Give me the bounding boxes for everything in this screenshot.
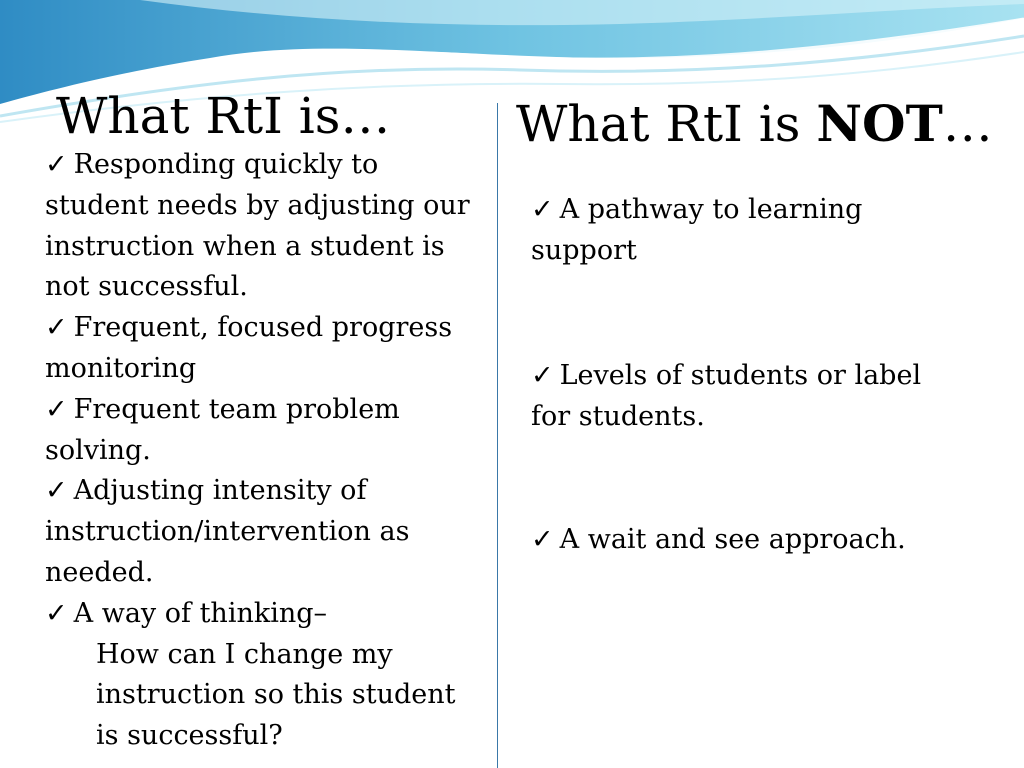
left-column-title: What RtI is… — [56, 87, 391, 145]
list-item — [45, 308, 485, 390]
list-item — [45, 390, 485, 472]
list-item-text: A pathway to learning support — [531, 194, 863, 266]
list-item-text: A wait and see approach. — [559, 524, 906, 555]
right-title-suffix: … — [942, 95, 993, 153]
checkmark-icon: ✓ — [45, 149, 68, 180]
checkmark-icon: ✓ — [531, 360, 554, 391]
checkmark-icon: ✓ — [531, 194, 554, 225]
checkmark-icon: ✓ — [45, 597, 68, 629]
list-item-text: Frequent, focused progress monitoring — [45, 312, 453, 384]
list-item-text: Responding quickly to student needs by adjusting our instruction when a student is not successful. — [45, 149, 470, 303]
list-item — [45, 471, 485, 593]
list-item-text: Frequent team problem solving. — [45, 393, 400, 466]
list-item-text: Levels of students or label for students. — [531, 360, 922, 432]
list-item — [45, 594, 485, 635]
list-item-text: A way of thinking– — [73, 597, 328, 629]
right-column-title — [516, 96, 993, 152]
right-title-prefix: What RtI is — [516, 95, 817, 153]
right-list-item — [531, 190, 961, 272]
checkmark-icon: ✓ — [531, 524, 554, 555]
list-item — [45, 145, 485, 308]
list-item-text: Adjusting intensity of instruction/intervention as needed. — [45, 475, 410, 588]
column-divider — [497, 103, 498, 768]
right-list-item — [531, 520, 961, 561]
checkmark-icon: ✓ — [45, 393, 68, 425]
right-list-item — [531, 356, 961, 438]
list-item-continuation: How can I change my instruction so this student is successful? — [96, 638, 456, 752]
checkmark-icon: ✓ — [45, 475, 68, 507]
checkmark-icon: ✓ — [45, 312, 68, 344]
right-title-emphasis: NOT — [816, 94, 943, 153]
left-column-list — [45, 145, 485, 757]
